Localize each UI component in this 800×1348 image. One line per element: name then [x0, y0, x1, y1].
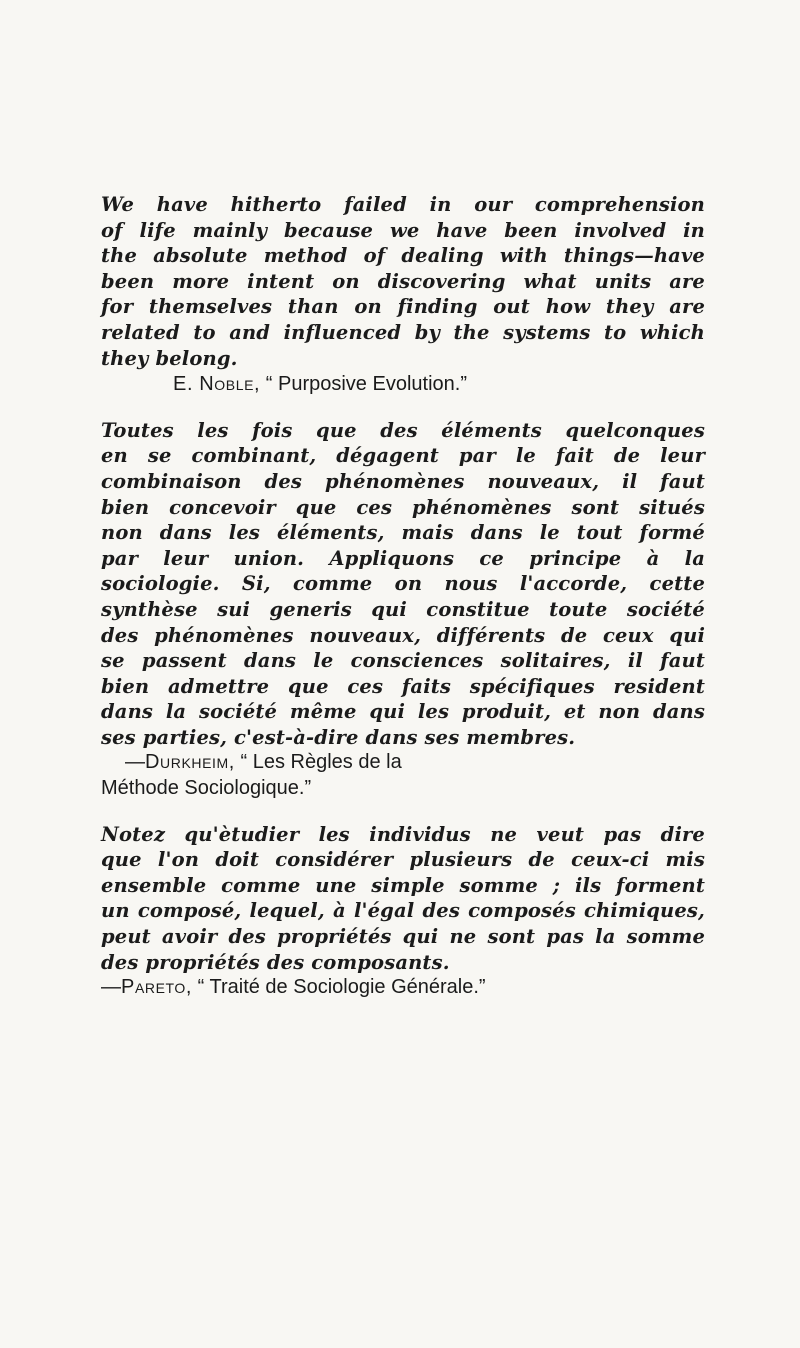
quote-line: dans la société même qui les produit, et non dans	[101, 700, 705, 724]
quote-line: ses parties, c'est-à-dire dans ses membres.	[101, 725, 576, 749]
attribution-author: Pareto,	[121, 976, 193, 999]
attribution-line	[173, 372, 705, 398]
quote-line: the absolute method of dealing with things—have	[101, 244, 705, 268]
attribution-durkheim	[101, 750, 705, 801]
epigraph-quote-noble	[101, 192, 705, 371]
quote-line: non dans les éléments, mais dans le tout formé	[101, 521, 705, 545]
quote-line: Toutes les fois que des éléments quelconques	[101, 418, 705, 442]
attribution-line	[101, 975, 705, 1001]
quote-line: un composé, lequel, à l'égal des composés chimiques,	[101, 899, 705, 923]
quote-line: peut avoir des propriétés qui ne sont pas la somme	[101, 925, 705, 949]
quote-line: bien admettre que ces faits spécifiques resident	[101, 674, 705, 698]
attribution-author: E. Noble,	[173, 373, 261, 396]
quote-line: combinaison des phénomènes nouveaux, il faut	[101, 469, 705, 493]
attribution-line	[101, 750, 705, 776]
quote-line: des propriétés des composants.	[101, 950, 450, 974]
quote-line: Notez qu'ètudier les individus ne veut pas dire	[101, 822, 705, 846]
epigraph-page	[101, 192, 705, 1001]
attribution-pareto	[101, 975, 705, 1001]
attribution-line: Méthode Sociologique.”	[101, 777, 312, 800]
attribution-work: “ Purposive Evolution.”	[265, 373, 467, 396]
quote-line: We have hitherto failed in our comprehension	[101, 193, 705, 216]
quote-line: que l'on doit considérer plusieurs de ceux-ci mis	[101, 848, 705, 872]
quote-line: sociologie. Si, comme on nous l'accorde, cette	[101, 572, 705, 596]
quote-line: ensemble comme une simple somme ; ils forment	[101, 873, 705, 897]
quote-line: of life mainly because we have been involved in	[101, 218, 705, 242]
attribution-dash: —	[125, 751, 145, 774]
epigraph-quote-durkheim	[101, 418, 705, 751]
attribution-work: “ Les Règles de la	[240, 751, 402, 774]
attribution-author: Durkheim,	[145, 751, 235, 774]
quote-line: related to and influenced by the systems to which	[101, 320, 705, 344]
epigraph-quote-pareto	[101, 822, 705, 976]
attribution-dash: —	[101, 976, 121, 999]
quote-line: synthèse sui generis qui constitue toute société	[101, 597, 705, 621]
quote-line: par leur union. Appliquons ce principe à la	[101, 546, 705, 570]
quote-line: des phénomènes nouveaux, différents de ceux qui	[101, 623, 705, 647]
quote-line: for themselves than on finding out how they are	[101, 295, 705, 319]
quote-line: se passent dans le consciences solitaires, il faut	[101, 649, 705, 673]
attribution-work: “ Traité de Sociologie Générale.”	[197, 976, 486, 999]
quote-line: been more intent on discovering what units are	[101, 269, 705, 293]
attribution-noble	[101, 372, 705, 398]
quote-line: they belong.	[101, 346, 238, 370]
quote-line: en se combinant, dégagent par le fait de leur	[101, 444, 705, 468]
quote-line: bien concevoir que ces phénomènes sont situés	[101, 495, 705, 519]
